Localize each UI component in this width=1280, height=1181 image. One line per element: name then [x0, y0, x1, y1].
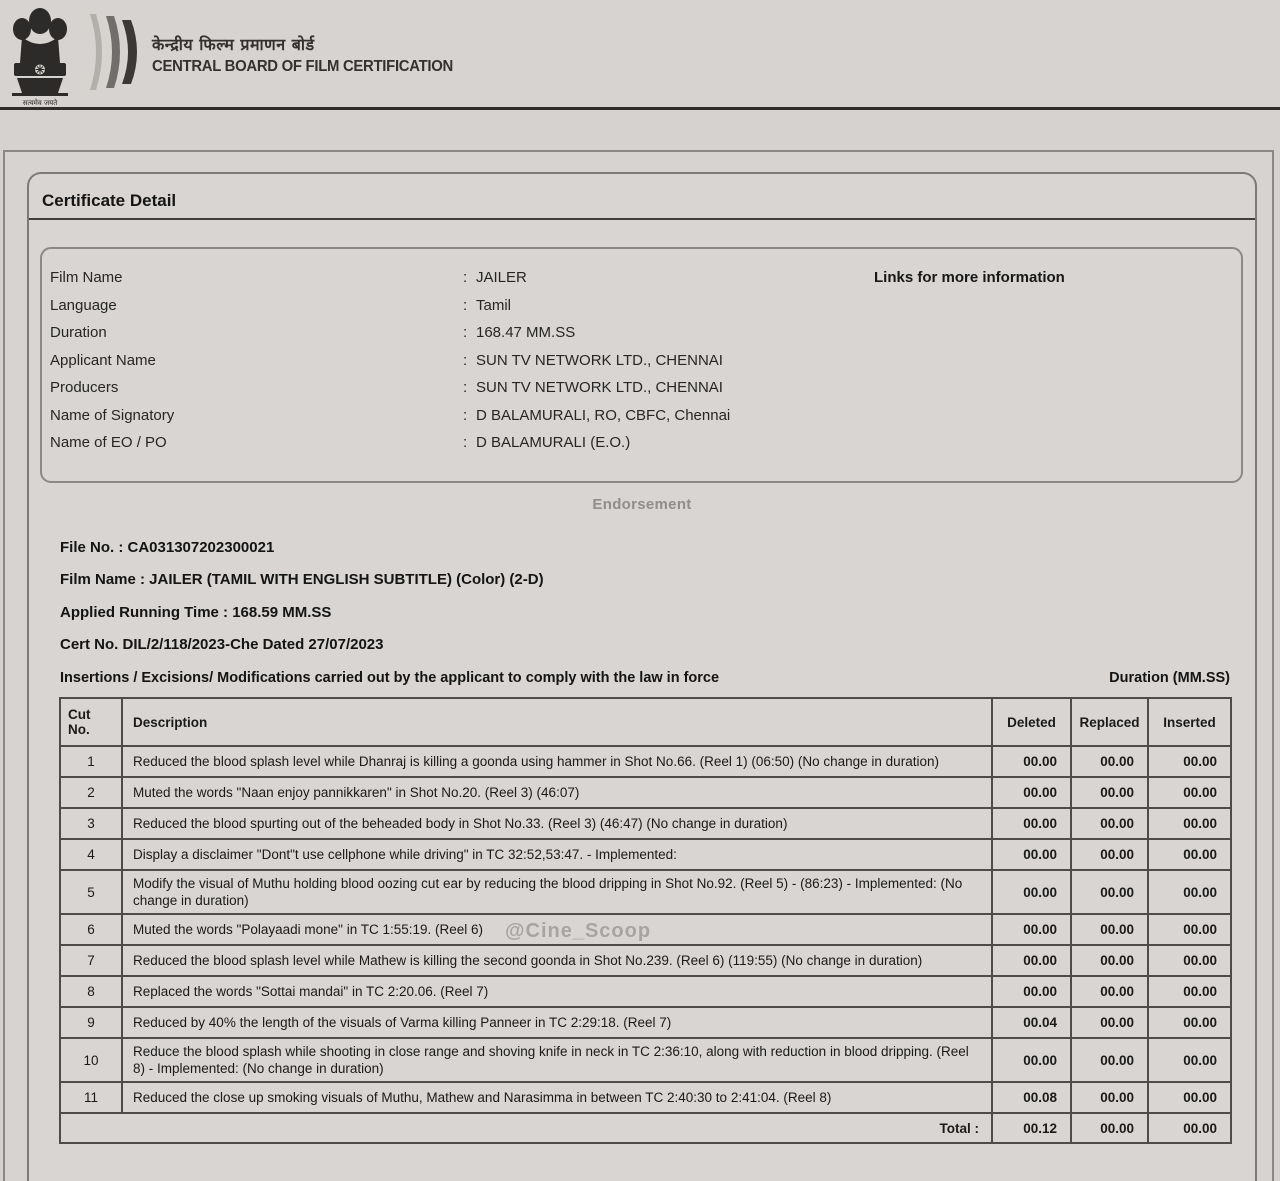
cut-inserted: 00.00	[1148, 777, 1231, 808]
cut-no: 1	[60, 746, 122, 777]
film-info-value: D BALAMURALI (E.O.)	[476, 434, 631, 451]
cut-replaced: 00.00	[1071, 1082, 1148, 1113]
cut-inserted: 00.00	[1148, 808, 1231, 839]
cut-deleted: 00.00	[992, 746, 1071, 777]
film-info-value: SUN TV NETWORK LTD., CHENNAI	[476, 379, 723, 396]
cut-deleted: 00.00	[992, 1038, 1071, 1082]
film-info-label: Duration	[50, 324, 107, 341]
cuts-table-caption-right: Duration (MM.SS)	[1109, 670, 1230, 686]
film-info-colon: :	[463, 269, 468, 286]
cut-inserted: 00.00	[1148, 870, 1231, 914]
cut-replaced: 00.00	[1071, 1038, 1148, 1082]
cuts-table-caption-left: Insertions / Excisions/ Modifications carried out by the applicant to comply with the law in force	[60, 670, 720, 686]
film-info-colon: :	[463, 379, 468, 396]
cut-inserted: 00.00	[1148, 1082, 1231, 1113]
film-info-row	[42, 348, 1241, 376]
cut-no: 11	[60, 1082, 122, 1113]
cert-no-line: Cert No. DIL/2/118/2023-Che Dated 27/07/2023	[60, 636, 384, 654]
cut-no: 7	[60, 945, 122, 976]
cut-description: Replaced the words "Sottai mandai" in TC 2:20.06. (Reel 7)	[122, 976, 992, 1007]
cut-row-7	[60, 945, 1231, 976]
cut-no: 10	[60, 1038, 122, 1082]
film-info-label: Producers	[50, 379, 119, 396]
cut-description: Display a disclaimer "Dont"t use cellphone while driving" in TC 32:52,53:47. - Implemented:	[122, 839, 992, 870]
emblem-motto-text: सत्यमेव जयते	[22, 99, 58, 107]
cut-no: 2	[60, 777, 122, 808]
cut-inserted: 00.00	[1148, 1007, 1231, 1038]
applied-running-time-line: Applied Running Time : 168.59 MM.SS	[60, 603, 332, 621]
film-info-row	[42, 403, 1241, 431]
cut-inserted: 00.00	[1148, 839, 1231, 870]
total-inserted: 00.00	[1148, 1113, 1231, 1143]
header-cut-no-line1: Cut	[68, 707, 91, 722]
header-cut-no	[60, 698, 122, 746]
film-info-value: D BALAMURALI, RO, CBFC, Chennai	[476, 406, 731, 424]
cut-description: Reduce the blood splash while shooting in close range and shoving knife in neck in TC 2:36:10, along with reduction in blood dripping. (Reel 8) - Implemented: (No change in duration)	[122, 1038, 992, 1082]
cut-replaced: 00.00	[1071, 839, 1148, 870]
cut-no: 4	[60, 839, 122, 870]
film-info-row	[42, 293, 1241, 321]
cut-inserted: 00.00	[1148, 914, 1231, 945]
endorsement-details	[60, 539, 544, 669]
cut-inserted: 00.00	[1148, 746, 1231, 777]
film-info-value: SUN TV NETWORK LTD., CHENNAI	[476, 351, 723, 369]
cut-replaced: 00.00	[1071, 746, 1148, 777]
total-replaced: 00.00	[1071, 1113, 1148, 1143]
cut-row-11	[60, 1082, 1231, 1113]
film-info-label: Name of EO / PO	[50, 434, 167, 451]
cuts-table-total-row	[60, 1113, 1231, 1143]
film-info-colon: :	[463, 296, 468, 314]
film-info-value: Tamil	[476, 296, 512, 314]
film-info-box	[40, 247, 1243, 483]
film-name-line: Film Name : JAILER (TAMIL WITH ENGLISH SUBTITLE) (Color) (2-D)	[60, 571, 544, 589]
header-cut-no-line2: No.	[68, 722, 90, 737]
links-for-more-information-heading: Links for more information	[874, 269, 1065, 286]
film-info-label: Film Name	[50, 269, 123, 286]
header-description: Description	[122, 698, 992, 746]
india-emblem-icon	[8, 1, 72, 112]
cut-description: Reduced the blood splash level while Mathew is killing the second goonda in Shot No.239. (Reel 6) (119:55) (No change in duration)	[122, 945, 992, 976]
cut-replaced: 00.00	[1071, 976, 1148, 1007]
org-name-hindi: केन्द्रीय फिल्म प्रमाणन बोर्ड	[152, 35, 315, 54]
cut-deleted: 00.00	[992, 808, 1071, 839]
cut-description: Reduced the blood splash level while Dhanraj is killing a goonda using hammer in Shot No.66. (Reel 1) (06:50) (No change in duration)	[122, 746, 992, 777]
header-replaced: Replaced	[1071, 698, 1148, 746]
file-no-line: File No. : CA031307202300021	[60, 539, 275, 556]
title-divider	[29, 218, 1255, 220]
cut-description: Reduced the close up smoking visuals of Muthu, Mathew and Narasimma in between TC 2:40:30 to 2:41:04. (Reel 8)	[122, 1082, 992, 1113]
cut-replaced: 00.00	[1071, 808, 1148, 839]
film-info-label: Language	[50, 296, 117, 314]
cut-description: Reduced by 40% the length of the visuals of Varma killing Panneer in TC 2:29:18. (Reel 7)	[122, 1007, 992, 1038]
cut-row-1	[60, 746, 1231, 777]
cut-deleted: 00.00	[992, 839, 1071, 870]
cut-no: 5	[60, 870, 122, 914]
cut-no: 3	[60, 808, 122, 839]
cut-replaced: 00.00	[1071, 777, 1148, 808]
cut-row-5	[60, 870, 1231, 914]
cuts-table-caption	[60, 670, 1230, 692]
cut-description: Reduced the blood spurting out of the beheaded body in Shot No.33. (Reel 3) (46:47) (No change in duration)	[122, 808, 992, 839]
cut-description: Modify the visual of Muthu holding blood oozing cut ear by reducing the blood dripping in Shot No.92. (Reel 5) - (86:23) - Implemented: (No change in duration)	[122, 870, 992, 914]
header-deleted: Deleted	[992, 698, 1071, 746]
film-info-row	[42, 375, 1241, 403]
film-info-row	[42, 430, 1241, 458]
cut-replaced: 00.00	[1071, 914, 1148, 945]
page-title: Certificate Detail	[42, 191, 177, 210]
cut-replaced: 00.00	[1071, 1007, 1148, 1038]
cuts-table-header-row	[60, 698, 1231, 746]
film-info-value: 168.47 MM.SS	[476, 324, 576, 341]
film-info-colon: :	[463, 324, 468, 341]
page-header	[0, 0, 1280, 110]
cut-deleted: 00.00	[992, 777, 1071, 808]
film-info-colon: :	[463, 351, 468, 369]
header-inserted: Inserted	[1148, 698, 1231, 746]
cut-deleted: 00.08	[992, 1082, 1071, 1113]
cut-deleted: 00.00	[992, 945, 1071, 976]
cut-deleted: 00.00	[992, 976, 1071, 1007]
certificate-detail-panel	[27, 172, 1257, 1181]
cut-deleted: 00.00	[992, 870, 1071, 914]
film-info-rows	[42, 265, 1241, 458]
film-info-label: Name of Signatory	[50, 406, 175, 424]
total-deleted: 00.12	[992, 1113, 1071, 1143]
cut-no: 6	[60, 914, 122, 945]
cut-deleted: 00.00	[992, 914, 1071, 945]
total-label: Total :	[60, 1113, 992, 1143]
film-info-label: Applicant Name	[50, 351, 156, 369]
org-name-english: CENTRAL BOARD OF FILM CERTIFICATION	[152, 58, 454, 75]
endorsement-section-title: Endorsement	[592, 496, 692, 513]
cut-description: Muted the words "Naan enjoy pannikkaren" in Shot No.20. (Reel 3) (46:07)	[122, 777, 992, 808]
film-info-colon: :	[463, 406, 468, 424]
cut-no: 9	[60, 1007, 122, 1038]
cut-inserted: 00.00	[1148, 1038, 1231, 1082]
cut-inserted: 00.00	[1148, 976, 1231, 1007]
cut-no: 8	[60, 976, 122, 1007]
cut-deleted: 00.04	[992, 1007, 1071, 1038]
cut-row-2	[60, 777, 1231, 808]
watermark: @Cine_Scoop	[505, 920, 652, 942]
film-info-row	[42, 320, 1241, 348]
cut-row-10	[60, 1038, 1231, 1082]
cbfc-filmreel-icon	[88, 12, 138, 97]
cut-inserted: 00.00	[1148, 945, 1231, 976]
cut-row-9	[60, 1007, 1231, 1038]
cut-description: Muted the words "Polayaadi mone" in TC 1:55:19. (Reel 6)	[122, 914, 992, 945]
cut-replaced: 00.00	[1071, 945, 1148, 976]
cut-row-8	[60, 976, 1231, 1007]
cut-replaced: 00.00	[1071, 870, 1148, 914]
cut-row-4	[60, 839, 1231, 870]
cut-row-3	[60, 808, 1231, 839]
film-info-value: JAILER	[476, 269, 527, 286]
film-info-colon: :	[463, 434, 468, 451]
